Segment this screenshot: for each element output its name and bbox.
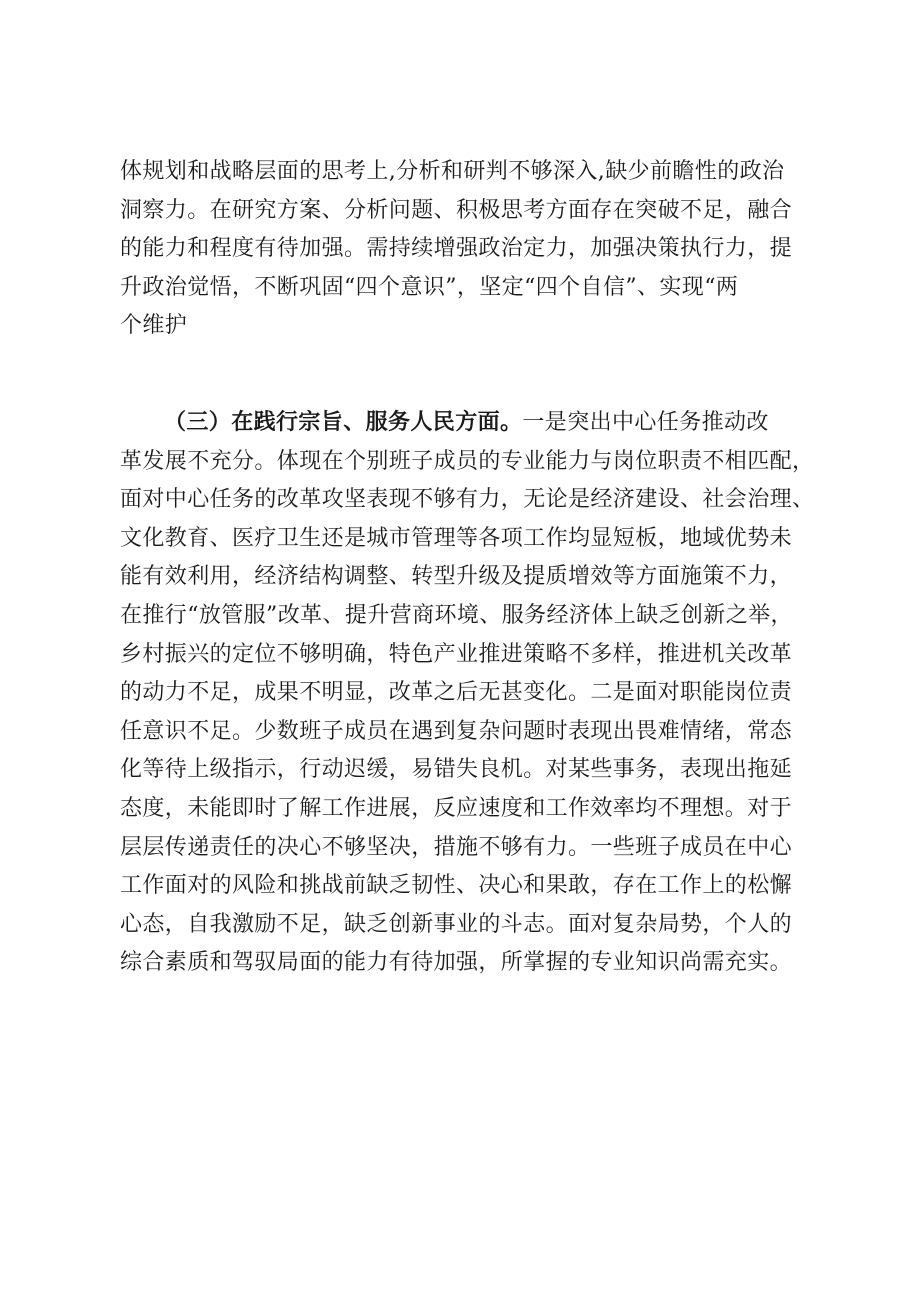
- text-line: 层层传递责任的决心不够坚决，措施不够有力。一些班子成员在中心: [120, 834, 793, 860]
- text-line: 化等待上级指示，行动迟缓，易错失良机。对某些事务，表现出拖延: [120, 757, 793, 783]
- text-line: 工作面对的风险和挑战前缺乏韧性、决心和果敢，存在工作上的松懈: [120, 873, 793, 899]
- text-line: 心态，自我激励不足，缺乏创新事业的斗志。面对复杂局势，个人的: [120, 911, 793, 937]
- text-line: 文化教育、医疗卫生还是城市管理等各项工作均显短板，地域优势未: [120, 525, 793, 551]
- text-line: 洞察力。在研究方案、分析问题、积极思考方面存在突破不足，融合: [120, 197, 793, 223]
- paragraph-political-insight: [120, 153, 800, 346]
- text-line: 体规划和战略层面的思考上,分析和研判不够深入,缺少前瞻性的政治: [120, 159, 785, 184]
- text-line: 态度，未能即时了解工作进展，反应速度和工作效率均不理想。对于: [120, 795, 793, 821]
- text-line: 综合素质和驾驭局面的能力有待加强，所掌握的专业知识尚需充实。: [120, 950, 793, 976]
- text-line: 个维护: [120, 313, 188, 339]
- text-line: 升政治觉悟，不断巩固“四个意识”，坚定“四个自信”、实现“两: [120, 274, 739, 300]
- text-span: 一是突出中心任务推动改: [522, 410, 769, 435]
- text-line: 任意识不足。少数班子成员在遇到复杂问题时表现出畏难情绪，常态: [120, 718, 793, 744]
- text-line: 革发展不充分。体现在个别班子成员的专业能力与岗位职责不相匹配，: [120, 448, 815, 474]
- paragraph-serving-people: [120, 403, 815, 983]
- text-line: 乡村振兴的定位不够明确，特色产业推进策略不多样，推进机关改革: [120, 641, 793, 667]
- text-line: 的动力不足，成果不明显，改革之后无甚变化。二是面对职能岗位责: [120, 680, 793, 706]
- text-line: 能有效利用，经济结构调整、转型升级及提质增效等方面施策不力，: [120, 564, 793, 590]
- text-line: 面对中心任务的改革攻坚表现不够有力，无论是经济建设、社会治理、: [120, 487, 815, 513]
- text-line: 的能力和程度有待加强。需持续增强政治定力，加强决策执行力，提: [120, 236, 793, 262]
- section-heading: （三）在践行宗旨、服务人民方面。: [164, 409, 523, 435]
- text-line: 在推行“放管服”改革、提升营商环境、服务经济体上缺乏创新之举，: [120, 602, 793, 628]
- paragraph-first-line: [120, 403, 800, 443]
